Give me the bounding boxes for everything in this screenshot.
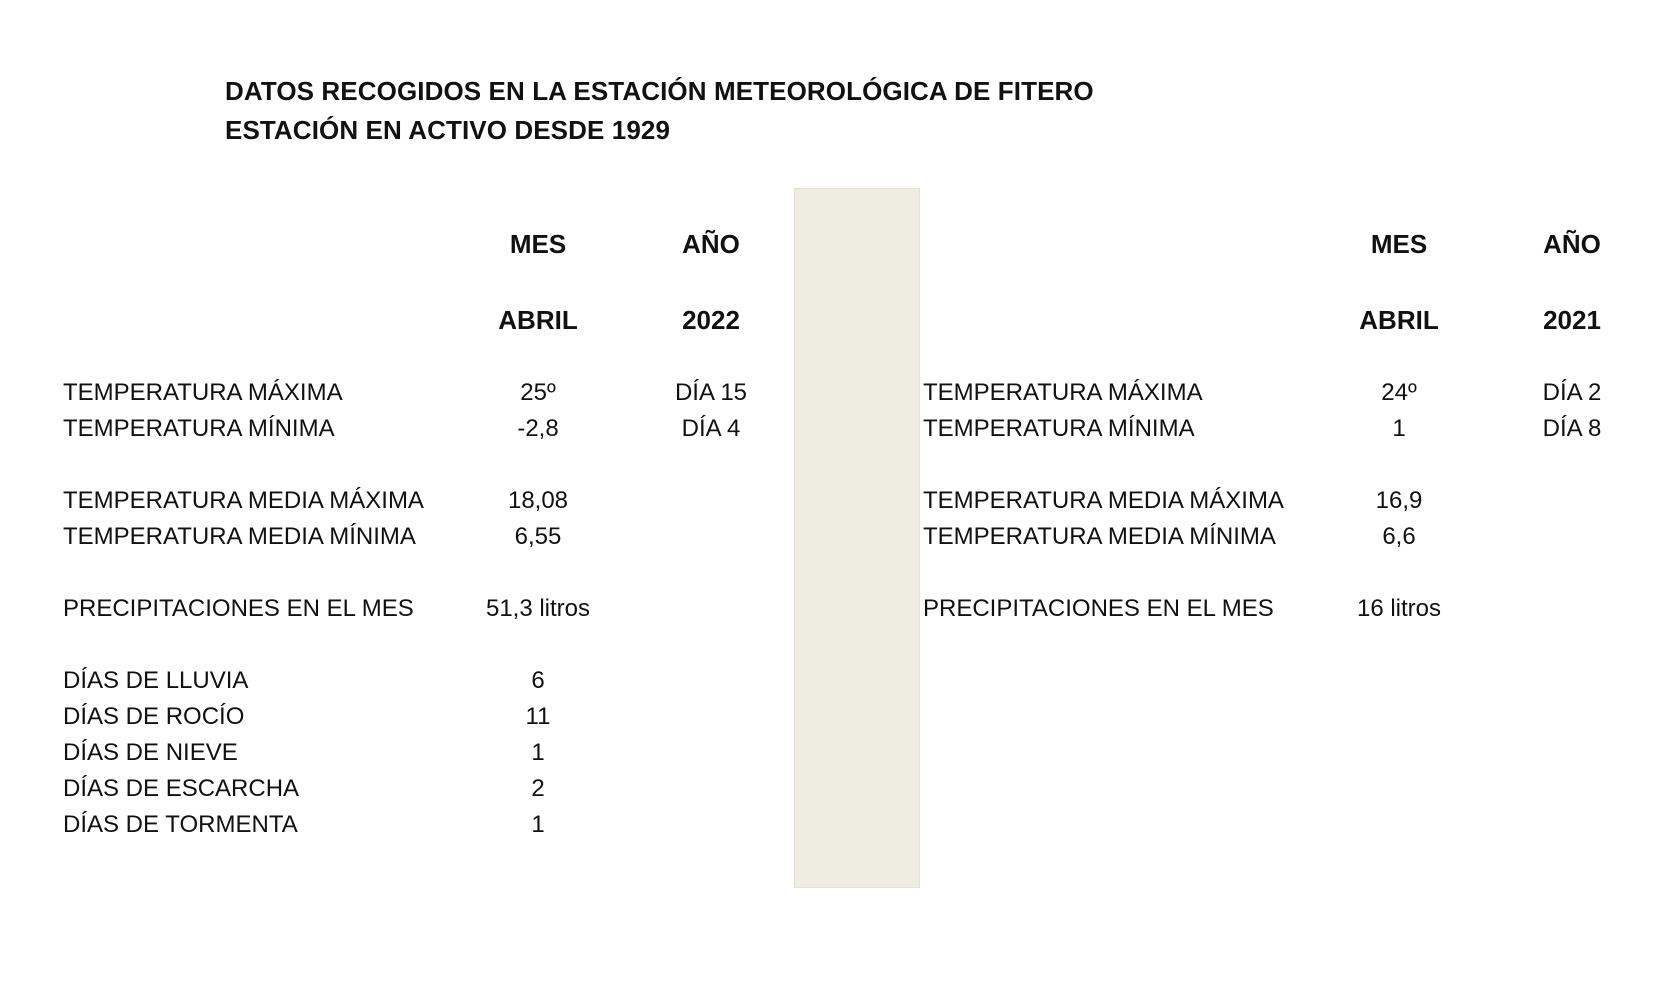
row-label-dias-tormenta: DÍAS DE TORMENTA (63, 811, 298, 838)
column-header-year: AÑO (682, 229, 740, 259)
row-label-dias-nieve: DÍAS DE NIEVE (63, 739, 238, 766)
page-subtitle: ESTACIÓN EN ACTIVO DESDE 1929 (225, 115, 671, 145)
page-title: DATOS RECOGIDOS EN LA ESTACIÓN METEOROLÓGICA DE FITERO (225, 76, 1094, 106)
month-name: ABRIL (1359, 305, 1439, 335)
row-day-temp-max: DÍA 15 (674, 379, 748, 406)
row-value-temp-max: 24º (1381, 379, 1417, 406)
column-header-month: MES (1370, 229, 1428, 259)
panel-2021 (920, 0, 1663, 987)
row-label-temp-media-min: TEMPERATURA MEDIA MÍNIMA (63, 523, 416, 550)
column-divider-band (794, 188, 920, 888)
row-label-precipitaciones: PRECIPITACIONES EN EL MES (923, 595, 1274, 622)
year-value: 2021 (1543, 305, 1601, 335)
row-label-temp-min: TEMPERATURA MÍNIMA (923, 415, 1195, 442)
row-label-dias-escarcha: DÍAS DE ESCARCHA (63, 775, 300, 802)
row-value-temp-min: 1 (1392, 415, 1406, 442)
row-label-dias-rocio: DÍAS DE ROCÍO (63, 703, 245, 730)
row-value-dias-escarcha: 2 (531, 775, 545, 802)
row-day-temp-min: DÍA 4 (681, 415, 741, 442)
row-value-temp-min: -2,8 (517, 415, 559, 442)
month-name: ABRIL (498, 305, 578, 335)
row-day-temp-min: DÍA 8 (1542, 415, 1602, 442)
row-label-dias-lluvia: DÍAS DE LLUVIA (63, 667, 249, 694)
row-label-temp-media-max: TEMPERATURA MEDIA MÁXIMA (923, 487, 1284, 514)
row-day-temp-max: DÍA 2 (1542, 379, 1602, 406)
row-value-temp-media-min: 6,6 (1382, 523, 1416, 550)
row-value-precipitaciones: 16 litros (1356, 595, 1442, 622)
row-value-temp-media-max: 18,08 (507, 487, 569, 514)
row-label-temp-max: TEMPERATURA MÁXIMA (923, 379, 1203, 406)
row-label-temp-min: TEMPERATURA MÍNIMA (63, 415, 335, 442)
column-header-month: MES (509, 229, 567, 259)
row-value-dias-nieve: 1 (531, 739, 545, 766)
row-value-dias-lluvia: 6 (531, 667, 545, 694)
row-value-temp-media-min: 6,55 (514, 523, 562, 550)
row-value-precipitaciones: 51,3 litros (485, 595, 591, 622)
column-header-year: AÑO (1543, 229, 1601, 259)
row-value-temp-max: 25º (520, 379, 556, 406)
panel-2022 (0, 0, 794, 987)
row-label-temp-max: TEMPERATURA MÁXIMA (63, 379, 343, 406)
row-value-dias-tormenta: 1 (531, 811, 545, 838)
row-label-precipitaciones: PRECIPITACIONES EN EL MES (63, 595, 414, 622)
row-value-dias-rocio: 11 (525, 703, 551, 730)
row-value-temp-media-max: 16,9 (1375, 487, 1423, 514)
row-label-temp-media-max: TEMPERATURA MEDIA MÁXIMA (63, 487, 424, 514)
year-value: 2022 (682, 305, 740, 335)
row-label-temp-media-min: TEMPERATURA MEDIA MÍNIMA (923, 523, 1276, 550)
